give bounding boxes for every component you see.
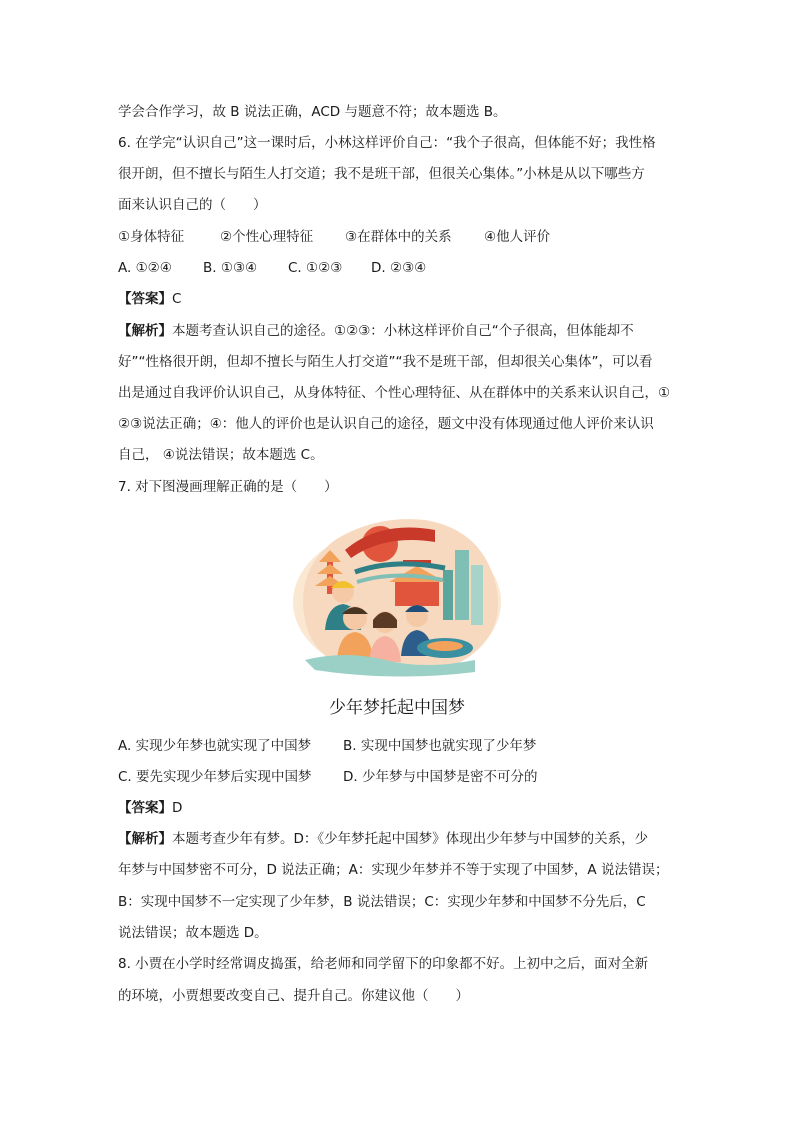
q6-analysis-line-4: ②③说法正确；④：他人的评价也是认识自己的途径，题文中没有体现通过他人评价来认识: [118, 416, 654, 432]
q7-stem: 7. 对下图漫画理解正确的是（ ）: [118, 479, 338, 495]
q6-item-1: ①身体特征: [118, 229, 185, 245]
q6-item-3: ③在群体中的关系: [345, 229, 452, 245]
q7-analysis-line-2: 年梦与中国梦密不可分，D 说法正确；A：实现少年梦并不等于实现了中国梦，A 说法错误；: [118, 862, 669, 878]
q6-analysis-line-3: 出是通过自我评价认识自己，从身体特征、个性心理特征、从在群体中的关系来认识自己，①: [118, 385, 671, 401]
q6-option-c: C. ①②③: [288, 260, 343, 276]
analysis-tag: 【解析】: [118, 323, 172, 339]
q7-option-d: D. 少年梦与中国梦是密不可分的: [343, 769, 538, 785]
q6-option-d: D. ②③④: [371, 260, 427, 276]
image-caption: 少年梦托起中国梦: [329, 698, 465, 718]
q7-option-a: A. 实现少年梦也就实现了中国梦: [118, 738, 312, 754]
analysis-tag: 【解析】: [118, 831, 172, 847]
q6-analysis-line-1: [118, 321, 634, 341]
q8-stem-line-2: 的环境，小贾想要改变自己、提升自己。你建议他（ ）: [118, 988, 469, 1004]
answer-value: C: [172, 291, 182, 307]
q6-stem-line-3: 面来认识自己的（ ）: [118, 197, 267, 213]
q6-item-4: ④他人评价: [484, 229, 551, 245]
prev-answer-tail: 学会合作学习，故 B 说法正确，ACD 与题意不符；故本题选 B。: [118, 104, 507, 120]
q6-option-b: B. ①③④: [203, 260, 258, 276]
q7-answer: [118, 798, 182, 818]
q6-stem-line-1: 6. 在学完“认识自己”这一课时后，小林这样评价自己：“我个子很高，但体能不好；我性格: [118, 135, 656, 151]
q6-option-a: A. ①②④: [118, 260, 172, 276]
q7-option-c: C. 要先实现少年梦后实现中国梦: [118, 769, 312, 785]
q6-item-2: ②个性心理特征: [220, 229, 314, 245]
analysis-text: 本题考查少年有梦。D：《少年梦托起中国梦》体现出少年梦与中国梦的关系，少: [172, 831, 649, 847]
q6-answer: [118, 289, 181, 309]
answer-tag: 【答案】: [118, 800, 172, 816]
q7-analysis-line-1: [118, 829, 648, 849]
q7-option-b: B. 实现中国梦也就实现了少年梦: [343, 738, 537, 754]
answer-value: D: [172, 800, 183, 816]
q6-analysis-line-2: 好”“性格很开朗，但却不擅长与陌生人打交道”“我不是班干部，但却很关心集体”，可以看: [118, 354, 653, 370]
q6-analysis-line-5: 自己， ④说法错误；故本题选 C。: [118, 447, 324, 463]
cartoon-illustration: [285, 510, 510, 680]
answer-tag: 【答案】: [118, 291, 172, 307]
analysis-text: 本题考查认识自己的途径。①②③：小林这样评价自己“个子很高，但体能却不: [172, 323, 634, 339]
q7-analysis-line-3: B：实现中国梦不一定实现了少年梦，B 说法错误；C：实现少年梦和中国梦不分先后，C: [118, 894, 646, 910]
q6-stem-line-2: 很开朗，但不擅长与陌生人打交道；我不是班干部，但很关心集体。”小林是从以下哪些方: [118, 166, 645, 182]
q7-analysis-line-4: 说法错误；故本题选 D。: [118, 925, 268, 941]
q8-stem-line-1: 8. 小贾在小学时经常调皮捣蛋，给老师和同学留下的印象都不好。上初中之后，面对全新: [118, 956, 649, 972]
